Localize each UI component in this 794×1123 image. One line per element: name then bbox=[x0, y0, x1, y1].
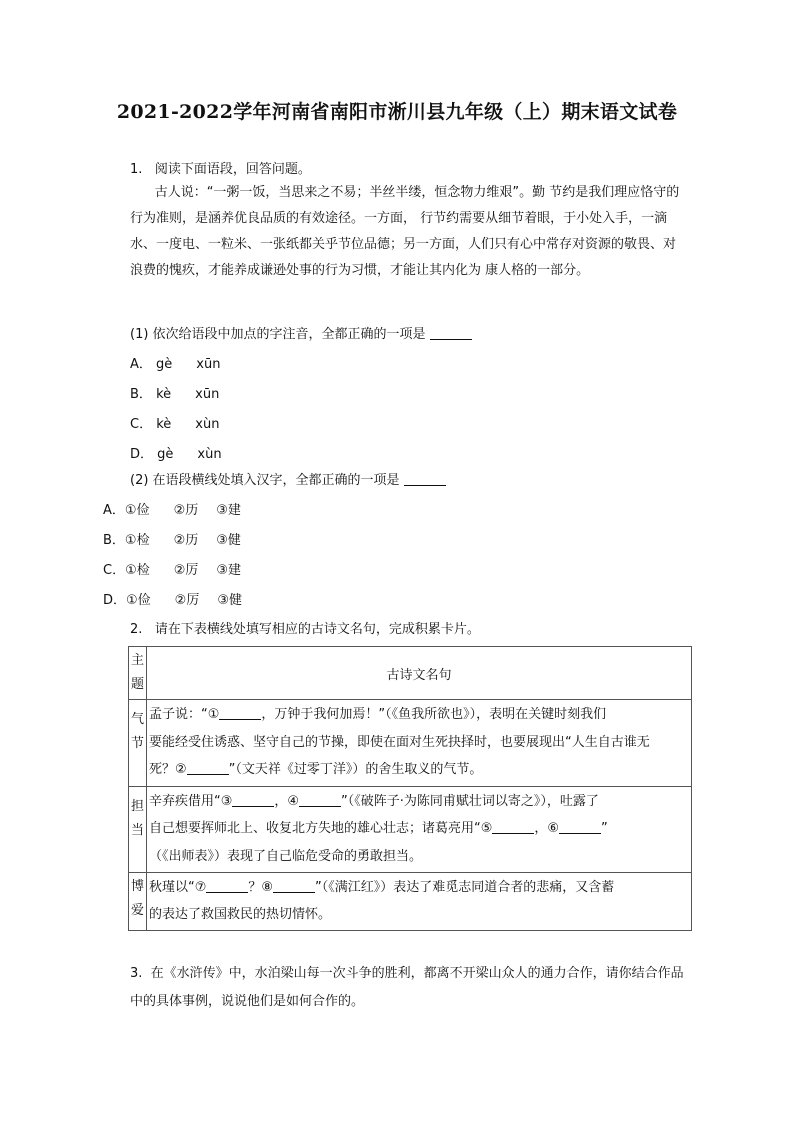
q3 bbox=[130, 960, 690, 1016]
option-pinyin-1: kè bbox=[156, 417, 172, 432]
option-char-2: ②历 bbox=[173, 533, 199, 548]
q1-sub1-option-d[interactable] bbox=[130, 445, 222, 465]
table-row bbox=[129, 700, 692, 787]
option-letter: B． bbox=[103, 533, 125, 548]
option-char-3: ③建 bbox=[216, 563, 242, 578]
fill-blank-7[interactable] bbox=[206, 878, 248, 893]
q1-sub2-prompt bbox=[130, 471, 446, 491]
table-row bbox=[129, 873, 692, 931]
verse-text: ，万钟于我何加焉！”（《鱼我所欲也》），表明在关键时刻我们 bbox=[261, 707, 607, 722]
q1-sub1-prompt-text: (1) 依次给语段中加点的字注音，全都正确的一项是 bbox=[130, 327, 426, 342]
option-letter: D． bbox=[103, 593, 127, 608]
theme-char: 爱 bbox=[130, 903, 144, 918]
option-pinyin-2: xūn bbox=[196, 357, 221, 372]
option-char-3: ③健 bbox=[216, 533, 241, 548]
option-char-1: ①检 bbox=[125, 563, 150, 578]
q1-number: 1. bbox=[130, 162, 143, 177]
q1-sub2-option-c[interactable] bbox=[103, 561, 241, 581]
q1-sub2-option-b[interactable] bbox=[103, 531, 241, 551]
fill-blank-1[interactable] bbox=[219, 705, 261, 720]
verse-cell bbox=[147, 873, 692, 931]
verse-text: ，⑥ bbox=[534, 821, 560, 836]
verse-header-cell: 古诗文名句 bbox=[147, 647, 692, 700]
verse-text: 孟子说：“① bbox=[149, 707, 220, 722]
option-letter: C． bbox=[130, 417, 153, 432]
table-row bbox=[129, 786, 692, 873]
verse-text: 自己想要挥师北上、收复北方失地的雄心壮志；诸葛亮用“⑤ bbox=[149, 821, 493, 836]
option-letter: C． bbox=[103, 563, 126, 578]
q1-prompt: 阅读下面语段，回答问题。 bbox=[154, 162, 311, 177]
option-pinyin-2: xùn bbox=[197, 447, 222, 462]
option-char-2: ②厉 bbox=[174, 593, 200, 608]
option-char-1: ①俭 bbox=[126, 593, 151, 608]
option-char-2: ②历 bbox=[173, 503, 199, 518]
option-pinyin-1: gè bbox=[157, 447, 174, 462]
q1-passage: 古人说：“一粥一饭，当思来之不易；半丝半缕，恒念物力维艰”。勤 节约是我们理应恪守的行为准则，是涵养优良品质的有效途径。一方面， 行节约需要从细节着眼，于小处入手，一滴水、一度电、一粒米、一张纸都关乎节位品德；另一方面，人们只有心中常存对资源的敬畏、对浪费的愧疚，才能养成谦逊处事的行为习惯，才能让其内化为 康人格的一部分。 bbox=[130, 185, 680, 278]
theme-char: 节 bbox=[130, 736, 144, 751]
q1-sub2-option-d[interactable] bbox=[103, 591, 242, 611]
theme-char: 担 bbox=[130, 798, 144, 814]
answer-blank[interactable] bbox=[430, 325, 472, 340]
q1-sub1-prompt bbox=[130, 325, 472, 345]
verse-cell bbox=[147, 700, 692, 787]
verse-text: 死？② bbox=[149, 762, 187, 777]
option-pinyin-1: kè bbox=[156, 387, 172, 402]
exam-title: 2021-2022学年河南省南阳市淅川县九年级（上）期末语文试卷 bbox=[116, 101, 678, 123]
theme-cell bbox=[129, 700, 147, 787]
theme-char: 当 bbox=[130, 822, 144, 838]
q1-sub1-option-b[interactable] bbox=[130, 385, 219, 405]
verse-text: ”（《满江红》）表达了难觅志同道合者的悲痛，又含蓄 bbox=[315, 880, 615, 895]
q1-sub2-option-a[interactable] bbox=[103, 501, 241, 521]
q1-header bbox=[130, 160, 311, 180]
table-header-row bbox=[129, 647, 692, 700]
fill-blank-2[interactable] bbox=[187, 760, 229, 775]
q3-text: 在《水浒传》中，水泊梁山每一次斗争的胜利，都离不开梁山众人的通力合作，请你结合作品中的具体事例，说说他们是如何合作的。 bbox=[130, 966, 684, 1009]
theme-header-cell bbox=[129, 647, 147, 700]
fill-blank-6[interactable] bbox=[559, 819, 601, 834]
option-char-3: ③健 bbox=[217, 593, 242, 608]
option-letter: D． bbox=[130, 447, 154, 462]
q2-number: 2. bbox=[130, 622, 143, 637]
answer-blank[interactable] bbox=[404, 471, 446, 486]
option-pinyin-1: gè bbox=[156, 357, 173, 372]
verse-text: ” bbox=[601, 821, 608, 836]
q1-sub1-option-c[interactable] bbox=[130, 415, 219, 435]
fill-blank-4[interactable] bbox=[299, 792, 341, 807]
q1-sub1-option-a[interactable] bbox=[130, 355, 220, 375]
verse-text: 要能经受住诱惑、坚守自己的节操，即使在面对生死抉择时，也要展现出“人生自古谁无 bbox=[149, 734, 650, 750]
q2-prompt: 请在下表横线处填写相应的古诗文名句，完成积累卡片。 bbox=[154, 622, 480, 637]
theme-cell bbox=[129, 786, 147, 873]
q3-number: 3. bbox=[130, 966, 143, 981]
poetry-card-table bbox=[128, 646, 692, 931]
theme-cell bbox=[129, 873, 147, 931]
q2-header bbox=[130, 620, 480, 640]
verse-text: 辛弃疾借用“③ bbox=[149, 793, 233, 809]
option-letter: A． bbox=[130, 357, 152, 372]
option-letter: B． bbox=[130, 387, 152, 402]
option-letter: A． bbox=[103, 503, 125, 518]
verse-text: ，④ bbox=[274, 793, 300, 809]
verse-text: 的表达了救国救民的热切情怀。 bbox=[149, 907, 332, 922]
fill-blank-3[interactable] bbox=[232, 792, 274, 807]
fill-blank-5[interactable] bbox=[492, 819, 534, 834]
verse-text: （《出师表》）表现了自己临危受命的勇敢担当。 bbox=[149, 848, 423, 864]
theme-char: 气 bbox=[130, 712, 144, 727]
verse-cell bbox=[147, 786, 692, 873]
theme-char: 博 bbox=[130, 879, 144, 894]
verse-text: ”（文天祥《过零丁洋》）的舍生取义的气节。 bbox=[228, 762, 483, 777]
theme-header-char: 主 bbox=[130, 653, 144, 668]
option-pinyin-2: xùn bbox=[195, 417, 220, 432]
fill-blank-8[interactable] bbox=[273, 878, 315, 893]
option-pinyin-2: xūn bbox=[195, 387, 220, 402]
verse-text: ？⑧ bbox=[248, 880, 274, 895]
q1-sub2-prompt-text: (2) 在语段横线处填入汉字，全都正确的一项是 bbox=[130, 473, 400, 488]
verse-text: ”（《破阵子·为陈同甫赋壮词以寄之》），吐露了 bbox=[341, 793, 599, 809]
verse-text: 秋瑾以“⑦ bbox=[149, 880, 207, 895]
option-char-3: ③建 bbox=[216, 503, 241, 518]
option-char-1: ①俭 bbox=[124, 503, 150, 518]
theme-header-char: 题 bbox=[130, 677, 144, 692]
option-char-1: ①检 bbox=[124, 533, 150, 548]
option-char-2: ②厉 bbox=[173, 563, 199, 578]
